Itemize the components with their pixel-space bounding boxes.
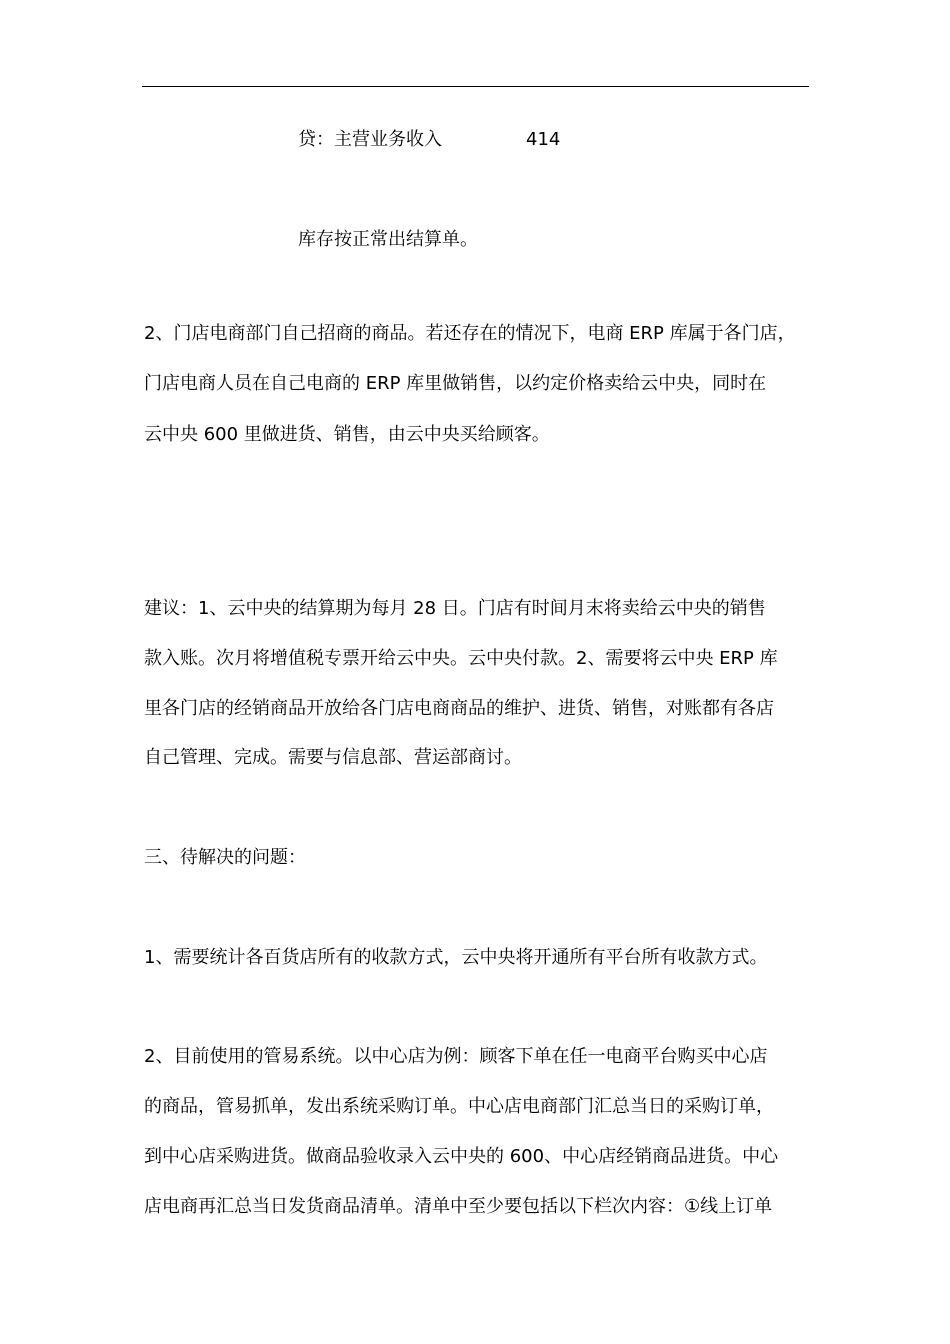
- credit-entry-label: 贷：主营业务收入: [298, 129, 442, 150]
- inventory-note: 库存按正常出结算单。: [298, 229, 478, 250]
- section-2-line-1: 2、门店电商部门自己招商的商品。若还存在的情况下，电商 ERP 库属于各门店，: [144, 323, 796, 344]
- suggestion-line-4: 自己管理、完成。需要与信息部、营运部商讨。: [144, 747, 522, 768]
- issue-1-text: 1、需要统计各百货店所有的收款方式，云中央将开通所有平台所有收款方式。: [144, 947, 768, 968]
- issue-2-line-2: 的商品，管易抓单，发出系统采购订单。中心店电商部门汇总当日的采购订单，: [144, 1096, 774, 1117]
- suggestion-line-3: 里各门店的经销商品开放给各门店电商商品的维护、进货、销售，对账都有各店: [144, 698, 774, 719]
- issue-2-line-3: 到中心店采购进货。做商品验收录入云中央的 600、中心店经销商品进货。中心: [144, 1146, 779, 1167]
- header-rule: [142, 86, 809, 87]
- section-2-line-3: 云中央 600 里做进货、销售，由云中央买给顾客。: [144, 424, 550, 445]
- section-3-heading: 三、待解决的问题：: [144, 847, 306, 868]
- suggestion-line-2: 款入账。次月将增值税专票开给云中央。云中央付款。2、需要将云中央 ERP 库: [144, 648, 778, 669]
- credit-entry-amount: 414: [526, 129, 561, 150]
- issue-2-line-1: 2、目前使用的管易系统。以中心店为例：顾客下单在任一电商平台购买中心店: [144, 1046, 768, 1067]
- issue-2-line-4: 店电商再汇总当日发货商品清单。清单中至少要包括以下栏次内容：①线上订单: [144, 1196, 773, 1217]
- section-2-line-2: 门店电商人员在自己电商的 ERP 库里做销售，以约定价格卖给云中央，同时在: [144, 373, 767, 394]
- suggestion-line-1: 建议：1、云中央的结算期为每月 28 日。门店有时间月末将卖给云中央的销售: [144, 598, 766, 619]
